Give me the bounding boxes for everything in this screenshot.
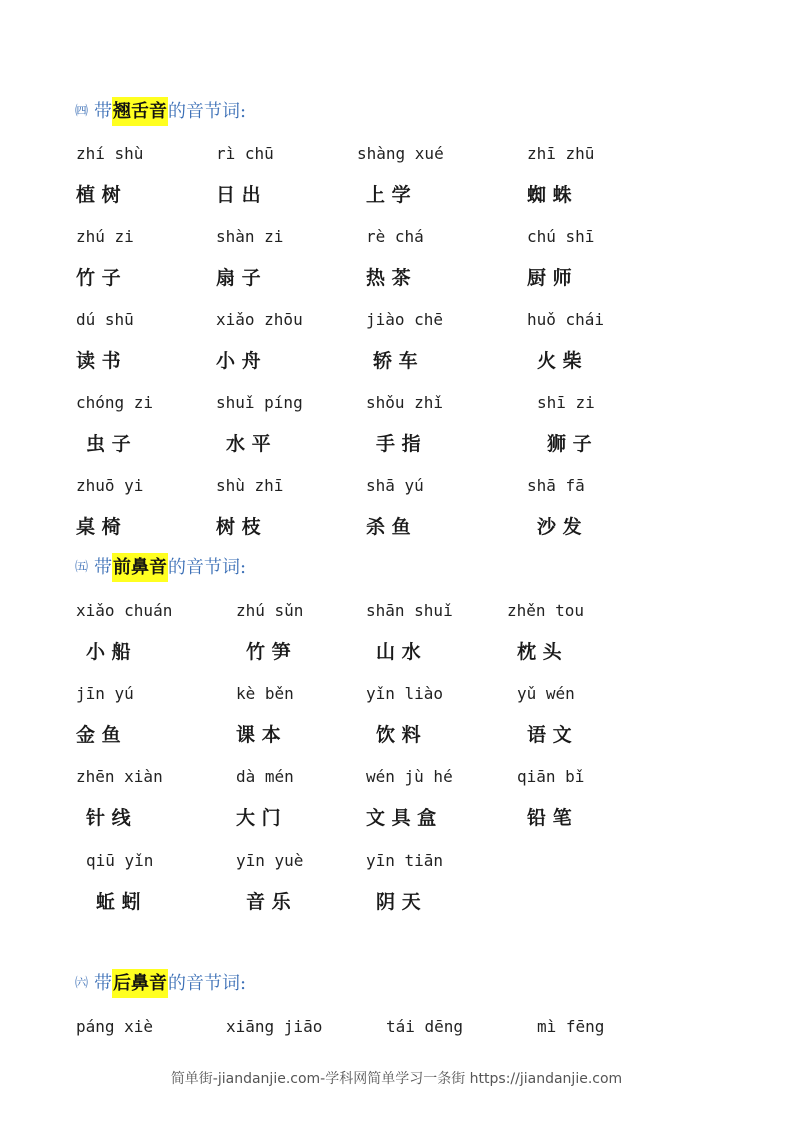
section-4-pinyin-row-4 xyxy=(0,390,793,416)
hanzi-word: 狮 子 xyxy=(547,433,592,455)
section-4-hanzi-row-1 xyxy=(0,182,793,208)
pinyin-word: shā fā xyxy=(527,476,585,495)
pinyin-word: rè chá xyxy=(366,227,424,246)
hanzi-word: 小 船 xyxy=(86,641,131,663)
hanzi-word: 树 枝 xyxy=(216,516,261,538)
hanzi-word: 植 树 xyxy=(76,184,121,206)
hanzi-word: 文 具 盒 xyxy=(366,807,437,829)
hanzi-word: 大 门 xyxy=(236,807,281,829)
pinyin-word: shàng xué xyxy=(357,144,444,163)
pinyin-word: jīn yú xyxy=(76,684,134,703)
section-4-title xyxy=(75,96,246,128)
pinyin-word: kè běn xyxy=(236,684,294,703)
pinyin-word: shān shuǐ xyxy=(366,601,453,620)
pinyin-word: shī zi xyxy=(537,393,595,412)
pinyin-word: páng xiè xyxy=(76,1017,154,1036)
section-4-pinyin-row-1 xyxy=(0,141,793,167)
hanzi-word: 热 茶 xyxy=(366,267,411,289)
section-6-number: ㈥ xyxy=(75,976,89,991)
hanzi-word: 语 文 xyxy=(527,724,572,746)
hanzi-word: 上 学 xyxy=(366,184,411,206)
hanzi-word: 阴 天 xyxy=(376,891,421,913)
hanzi-word: 课 本 xyxy=(236,724,281,746)
section-5-pinyin-row-1 xyxy=(0,598,793,624)
pinyin-word: shǒu zhǐ xyxy=(366,393,444,412)
hanzi-word: 日 出 xyxy=(216,184,261,206)
pinyin-word: zhī zhū xyxy=(527,144,595,163)
section-4-hanzi-row-5 xyxy=(0,514,793,540)
pinyin-word: wén jù hé xyxy=(366,767,453,786)
pinyin-word: dà mén xyxy=(236,767,294,786)
pinyin-word: zhú sǔn xyxy=(236,601,304,620)
section-6-prefix: 带 xyxy=(94,973,113,994)
hanzi-word: 针 线 xyxy=(86,807,131,829)
pinyin-word: zhí shù xyxy=(76,144,144,163)
section-5-highlight: 前鼻音 xyxy=(112,553,168,582)
pinyin-word: qiān bǐ xyxy=(517,767,585,786)
pinyin-word: chú shī xyxy=(527,227,595,246)
hanzi-word: 蜘 蛛 xyxy=(527,184,572,206)
hanzi-word: 轿 车 xyxy=(373,350,418,372)
section-6-highlight: 后鼻音 xyxy=(112,969,168,998)
hanzi-word: 小 舟 xyxy=(216,350,261,372)
hanzi-word: 扇 子 xyxy=(216,267,261,289)
section-5-hanzi-row-4 xyxy=(0,889,793,915)
section-6-suffix: 的音节词: xyxy=(168,973,247,994)
pinyin-word: yǐn liào xyxy=(366,684,444,703)
pinyin-word: shàn zi xyxy=(216,227,284,246)
section-5-prefix: 带 xyxy=(94,557,113,578)
pinyin-word: xiǎo zhōu xyxy=(216,310,303,329)
hanzi-word: 沙 发 xyxy=(537,516,582,538)
section-4-highlight: 翘舌音 xyxy=(112,97,168,126)
pinyin-word: mì fēng xyxy=(537,1017,605,1036)
section-4-pinyin-row-5 xyxy=(0,473,793,499)
section-4-hanzi-row-3 xyxy=(0,348,793,374)
pinyin-word: zhěn tou xyxy=(507,601,585,620)
hanzi-word: 手 指 xyxy=(376,433,421,455)
pinyin-word: zhēn xiàn xyxy=(76,767,163,786)
hanzi-word: 读 书 xyxy=(76,350,121,372)
section-5-pinyin-row-2 xyxy=(0,681,793,707)
section-5-pinyin-row-4 xyxy=(0,848,793,874)
pinyin-word: yǔ wén xyxy=(517,684,575,703)
pinyin-word: yīn tiān xyxy=(366,851,444,870)
pinyin-word: yīn yuè xyxy=(236,851,304,870)
section-4-suffix: 的音节词: xyxy=(168,101,247,122)
section-4-prefix: 带 xyxy=(94,101,113,122)
pinyin-word: qiū yǐn xyxy=(86,851,154,870)
section-4-number: ㈣ xyxy=(75,104,89,119)
pinyin-word: zhuō yi xyxy=(76,476,144,495)
pinyin-word: shuǐ píng xyxy=(216,393,303,412)
pinyin-word: dú shū xyxy=(76,310,134,329)
section-5-suffix: 的音节词: xyxy=(168,557,247,578)
hanzi-word: 火 柴 xyxy=(537,350,582,372)
hanzi-word: 金 鱼 xyxy=(76,724,121,746)
section-5-pinyin-row-3 xyxy=(0,764,793,790)
pinyin-word: shù zhī xyxy=(216,476,284,495)
hanzi-word: 音 乐 xyxy=(246,891,291,913)
section-4-hanzi-row-2 xyxy=(0,265,793,291)
section-4-pinyin-row-2 xyxy=(0,224,793,250)
hanzi-word: 虫 子 xyxy=(86,433,131,455)
pinyin-word: shā yú xyxy=(366,476,424,495)
section-4-pinyin-row-3 xyxy=(0,307,793,333)
hanzi-word: 竹 笋 xyxy=(246,641,291,663)
section-6-title xyxy=(75,968,246,1000)
pinyin-word: rì chū xyxy=(216,144,274,163)
pinyin-word: zhú zi xyxy=(76,227,134,246)
hanzi-word: 杀 鱼 xyxy=(366,516,411,538)
hanzi-word: 厨 师 xyxy=(527,267,572,289)
hanzi-word: 饮 料 xyxy=(376,724,421,746)
hanzi-word: 蚯 蚓 xyxy=(96,891,141,913)
pinyin-word: chóng zi xyxy=(76,393,154,412)
section-5-hanzi-row-2 xyxy=(0,722,793,748)
hanzi-word: 山 水 xyxy=(376,641,421,663)
hanzi-word: 竹 子 xyxy=(76,267,121,289)
pinyin-word: xiǎo chuán xyxy=(76,601,173,620)
section-6-pinyin-row-1 xyxy=(0,1014,793,1040)
footer-text: 简单街-jiandanjie.com-学科网简单学习一条街 https://jiandanjie.com xyxy=(170,1071,623,1087)
section-4-hanzi-row-4 xyxy=(0,431,793,457)
pinyin-word: xiāng jiāo xyxy=(226,1017,323,1036)
pinyin-word: huǒ chái xyxy=(527,310,605,329)
section-5-number: ㈤ xyxy=(75,560,89,575)
section-5-hanzi-row-1 xyxy=(0,639,793,665)
hanzi-word: 桌 椅 xyxy=(76,516,121,538)
hanzi-word: 铅 笔 xyxy=(527,807,572,829)
hanzi-word: 枕 头 xyxy=(517,641,562,663)
pinyin-word: tái dēng xyxy=(386,1017,464,1036)
hanzi-word: 水 平 xyxy=(226,433,271,455)
section-5-title xyxy=(75,552,246,584)
pinyin-word: jiào chē xyxy=(366,310,444,329)
section-5-hanzi-row-3 xyxy=(0,805,793,831)
